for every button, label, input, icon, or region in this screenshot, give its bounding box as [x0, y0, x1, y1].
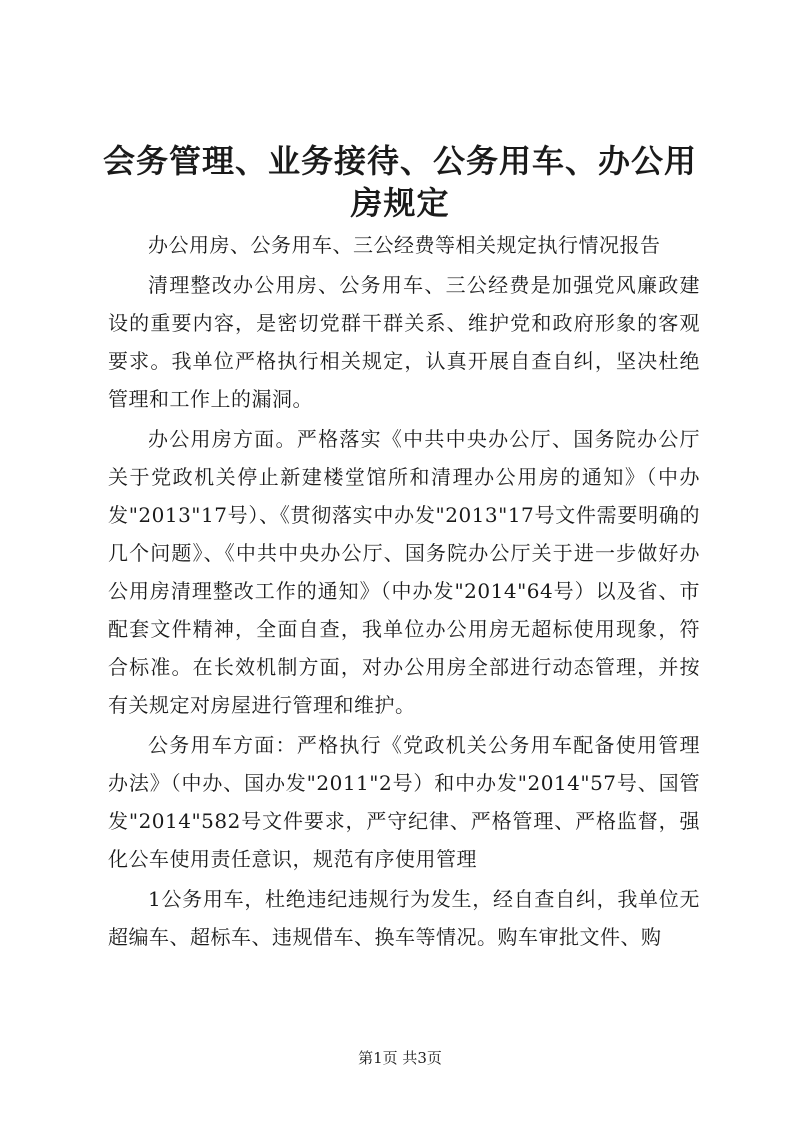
report-subtitle-paragraph: 办公用房、公务用车、三公经费等相关规定执行情况报告: [148, 233, 661, 257]
page-number-footer: 第1页 共3页: [358, 1049, 442, 1067]
document-title: 会务管理、业务接待、公务用车、办公用房规定: [102, 142, 697, 222]
official-vehicle-paragraph: 公务用车方面：严格执行《党政机关公务用车配备使用管理办法》（中办、国办发"2011"2号）和中办发"2014"57号、国管发"2014"582号文件要求，严守纪律、严格管理、严格监督，强化公车使用责任意识，规范有序使用管理: [108, 733, 700, 871]
office-space-paragraph: 办公用房方面。严格落实《中共中央办公厅、国务院办公厅关于党政机关停止新建楼堂馆所和清理办公用房的通知》（中办发"2013"17号）、《贯彻落实中办发"2013"17号文件需要明确的几个问题》、《中共中央办公厅、国务院办公厅关于进一步做好办公用房清理整改工作的通知》（中办发"2014"64号）以及省、市配套文件精神，全面自查，我单位办公用房无超标使用现象，符合标准。在长效机制方面，对办公用房全部进行动态管理，并按有关规定对房屋进行管理和维护。: [108, 427, 700, 717]
document-body: [108, 226, 700, 956]
intro-paragraph: 清理整改办公用房、公务用车、三公经费是加强党风廉政建设的重要内容，是密切党群干群关系、维护党和政府形象的客观要求。我单位严格执行相关规定，认真开展自查自纠，坚决杜绝管理和工作上的漏洞。: [108, 273, 700, 411]
vehicle-check-paragraph: 1公务用车，杜绝违纪违规行为发生，经自查自纠，我单位无超编车、超标车、违规借车、换车等情况。购车审批文件、购: [108, 887, 700, 949]
